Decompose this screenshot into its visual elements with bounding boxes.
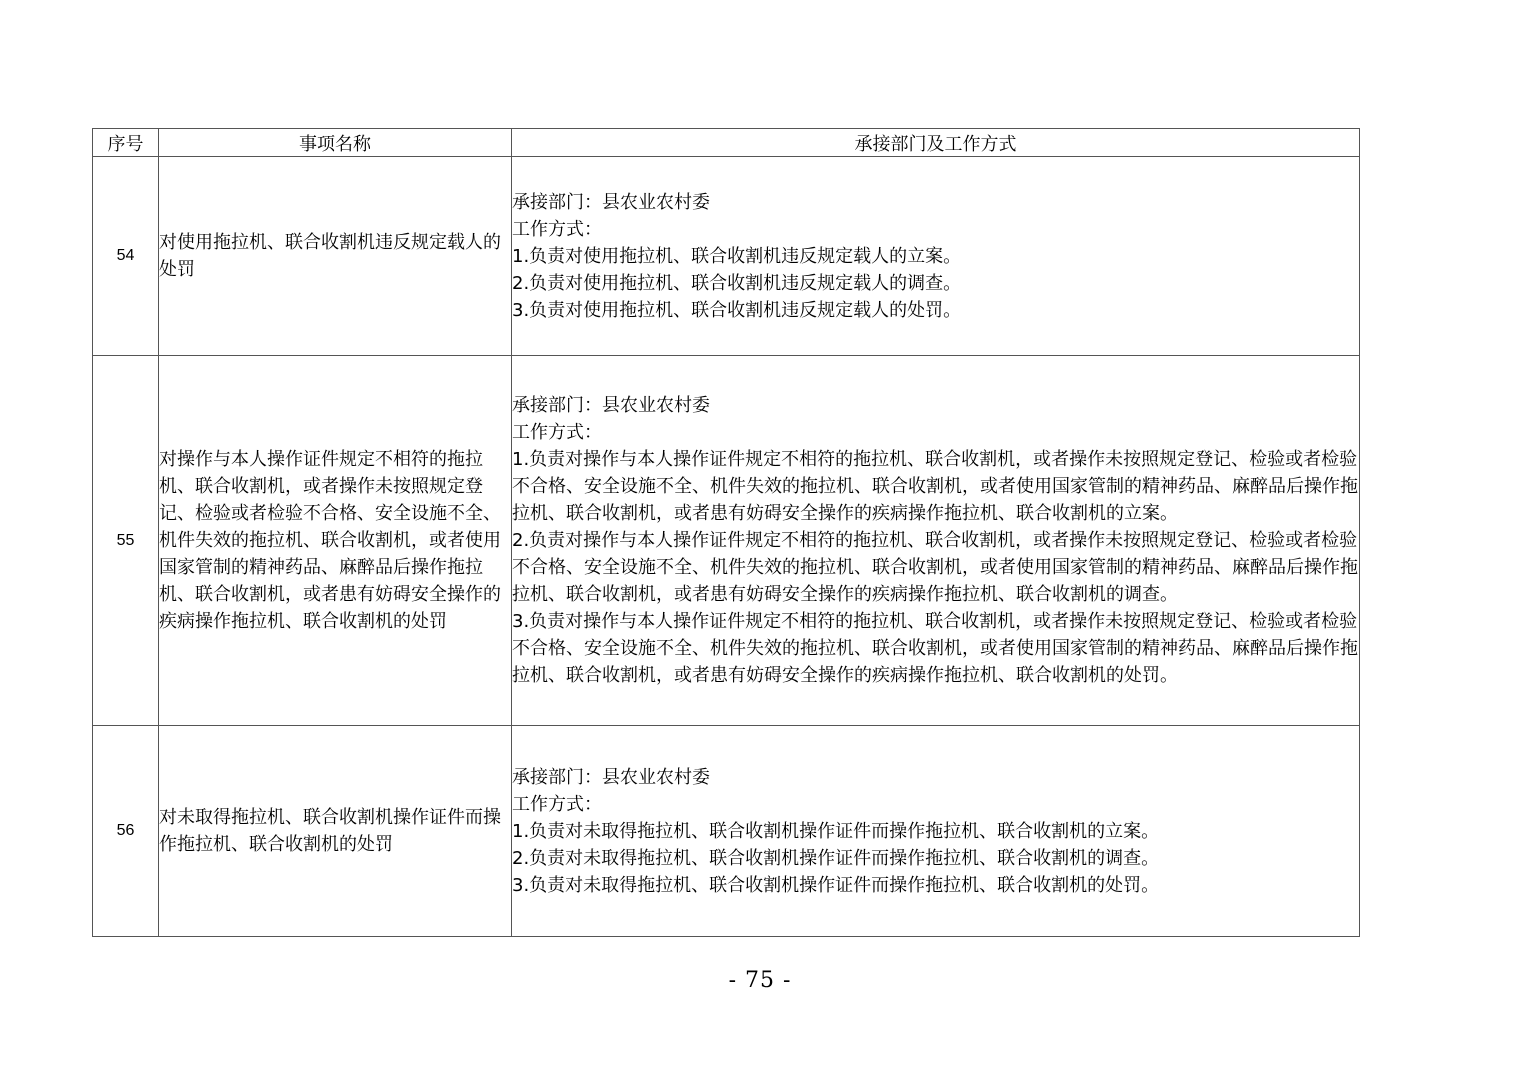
- method-label: 工作方式：: [512, 218, 602, 240]
- method-step: 2.负责对操作与本人操作证件规定不相符的拖拉机、联合收割机，或者操作未按照规定登记、检验或者检验不合格、安全设施不全、机件失效的拖拉机、联合收割机，或者使用国家管制的精神药品、麻醉品后操作拖拉机、联合收割机，或者患有妨碍安全操作的疾病操作拖拉机、联合收割机的调查。: [512, 530, 1358, 605]
- department-method: [512, 726, 1360, 937]
- method-step: 2.负责对使用拖拉机、联合收割机违反规定载人的调查。: [512, 272, 962, 294]
- header-item-name: 事项名称: [159, 129, 512, 157]
- method-step: 1.负责对使用拖拉机、联合收割机违反规定载人的立案。: [512, 245, 962, 267]
- header-department-method: 承接部门及工作方式: [512, 129, 1360, 157]
- department-line: 承接部门：县农业农村委: [512, 191, 710, 213]
- method-step: 3.负责对操作与本人操作证件规定不相符的拖拉机、联合收割机，或者操作未按照规定登记、检验或者检验不合格、安全设施不全、机件失效的拖拉机、联合收割机，或者使用国家管制的精神药品、麻醉品后操作拖拉机、联合收割机，或者患有妨碍安全操作的疾病操作拖拉机、联合收割机的处罚。: [512, 611, 1358, 686]
- department-method: [512, 356, 1360, 726]
- method-label: 工作方式：: [512, 422, 602, 443]
- item-name: 对使用拖拉机、联合收割机违反规定载人的处罚: [159, 157, 512, 356]
- row-number: 55: [93, 356, 159, 726]
- items-table: [92, 128, 1360, 937]
- table-header-row: [93, 129, 1360, 157]
- method-step: 1.负责对未取得拖拉机、联合收割机操作证件而操作拖拉机、联合收割机的立案。: [512, 820, 1160, 842]
- method-step: 2.负责对未取得拖拉机、联合收割机操作证件而操作拖拉机、联合收割机的调查。: [512, 847, 1160, 869]
- item-name: 对操作与本人操作证件规定不相符的拖拉机、联合收割机，或者操作未按照规定登记、检验或者检验不合格、安全设施不全、机件失效的拖拉机、联合收割机，或者使用国家管制的精神药品、麻醉品后操作拖拉机、联合收割机，或者患有妨碍安全操作的疾病操作拖拉机、联合收割机的处罚: [159, 356, 512, 726]
- row-number: 54: [93, 157, 159, 356]
- item-name: 对未取得拖拉机、联合收割机操作证件而操作拖拉机、联合收割机的处罚: [159, 726, 512, 937]
- method-step: 3.负责对未取得拖拉机、联合收割机操作证件而操作拖拉机、联合收割机的处罚。: [512, 874, 1160, 896]
- method-label: 工作方式：: [512, 793, 602, 815]
- table-row: [93, 726, 1360, 937]
- row-number: 56: [93, 726, 159, 937]
- table-row: [93, 356, 1360, 726]
- page-number: - 75 -: [728, 968, 792, 993]
- department-method: [512, 157, 1360, 356]
- method-step: 1.负责对操作与本人操作证件规定不相符的拖拉机、联合收割机，或者操作未按照规定登记、检验或者检验不合格、安全设施不全、机件失效的拖拉机、联合收割机，或者使用国家管制的精神药品、麻醉品后操作拖拉机、联合收割机，或者患有妨碍安全操作的疾病操作拖拉机、联合收割机的立案。: [512, 449, 1358, 524]
- department-line: 承接部门：县农业农村委: [512, 395, 710, 416]
- table-row: [93, 157, 1360, 356]
- header-number: 序号: [93, 129, 159, 157]
- department-line: 承接部门：县农业农村委: [512, 766, 710, 788]
- method-step: 3.负责对使用拖拉机、联合收割机违反规定载人的处罚。: [512, 299, 962, 321]
